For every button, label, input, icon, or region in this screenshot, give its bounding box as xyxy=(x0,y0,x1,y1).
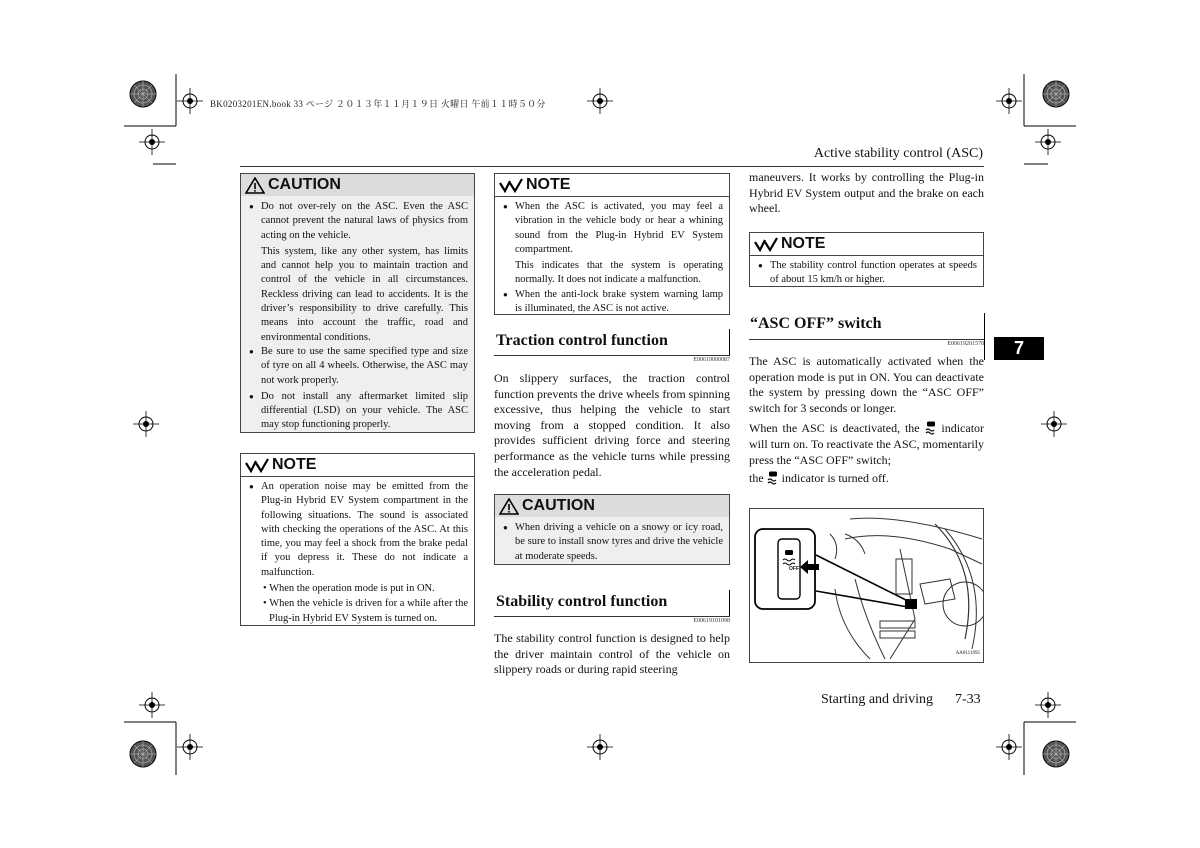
traction-heading-vline xyxy=(729,329,730,355)
asc-off-para3: the indicator is turned off. xyxy=(749,471,889,486)
caution-box-middle xyxy=(494,494,730,565)
stability-code: E00619101098 xyxy=(693,618,730,624)
note-title: NOTE xyxy=(750,233,983,256)
traction-heading-rule xyxy=(494,355,730,356)
note-box-middle xyxy=(494,173,730,315)
note-check-icon xyxy=(245,457,269,473)
note-item-sub: This indicates that the system is operating normally. It does not indicate a malfunction. xyxy=(515,260,723,286)
caution-item: ● Do not over-rely on the ASC. Even the ASC cannot prevent the natural laws of physics from acting on the vehicle. xyxy=(249,200,468,243)
chapter-tab: 7 xyxy=(994,337,1044,360)
note-subitem: • When the vehicle is driven for a while after the Plug-in Hybrid EV System is turned on. xyxy=(263,598,468,624)
figure-code: AA0111995 xyxy=(955,651,980,656)
caution-item-sub: This system, like any other system, has limits and cannot help you to maintain traction and control of the vehicle in all circumstances. Reckless driving can lead to accidents. It is the driver’s responsibility to drive carefully. This means into account the traffic, road and environmental conditions. xyxy=(261,245,468,343)
asc-off-para2: When the ASC is deactivated, the indicator will turn on. To reactivate the ASC, momentarily press the “ASC OFF” switch; xyxy=(749,421,985,467)
caution-item: ● When driving a vehicle on a snowy or icy road, be sure to install snow tyres and drive the vehicle at moderate speeds. xyxy=(503,521,723,564)
traction-heading: Traction control function xyxy=(496,332,668,349)
stability-body-continued: maneuvers. It works by controlling the Plug-in Hybrid EV System output and the brake on each wheel. xyxy=(749,170,984,216)
traction-code: E00619000087 xyxy=(693,357,730,363)
note-item: ● When the ASC is activated, you may feel a vibration in the vehicle body or hear a whining sound from the Plug-in Hybrid EV System compartment. xyxy=(503,200,723,257)
note-item: ● An operation noise may be emitted from the Plug-in Hybrid EV System compartment in the following situations. The sound is associated with checking the operations of the ASC. At this time, you may feel a shock from the brake pedal if you depress it. These do not indicate a malfunction. xyxy=(249,480,468,580)
note-title: NOTE xyxy=(241,454,474,477)
caution-title: CAUTION xyxy=(495,495,729,517)
asc-off-para1: The ASC is automatically activated when the operation mode is put in ON. You can deactivate the system by pressing down the “ASC OFF” switch for 3 seconds or longer. xyxy=(749,354,984,415)
caution-body xyxy=(249,200,468,435)
switch-off-label: OFF xyxy=(789,566,799,572)
footer-section: Starting and driving xyxy=(821,692,933,707)
asc-off-heading-rule xyxy=(749,339,984,340)
asc-off-heading: “ASC OFF” switch xyxy=(750,315,882,332)
stability-heading-rule xyxy=(494,616,730,617)
warning-triangle-icon xyxy=(245,177,265,194)
note-subitem: • When the operation mode is put in ON. xyxy=(263,583,435,595)
caution-box-left xyxy=(240,173,475,433)
asc-off-body xyxy=(749,354,984,487)
stability-heading: Stability control function xyxy=(496,593,668,610)
note-check-icon xyxy=(499,177,523,193)
asc-indicator-icon xyxy=(925,421,937,435)
caution-body xyxy=(503,521,723,566)
asc-indicator-icon xyxy=(767,471,779,485)
note-body xyxy=(503,200,723,318)
section-header: Active stability control (ASC) xyxy=(813,146,983,161)
note-body xyxy=(758,259,977,290)
print-header: BK0203201EN.book 33 ページ ２０１３年１１月１９日 火曜日 午前１１時５０分 xyxy=(210,99,546,109)
stability-body: The stability control function is designed to help the driver maintain control of the vehicle on slippery roads or during rapid steering xyxy=(494,631,730,677)
note-body xyxy=(249,480,468,627)
header-rule xyxy=(240,166,984,167)
note-check-icon xyxy=(754,236,778,252)
page-number: 7-33 xyxy=(955,692,981,707)
note-title: NOTE xyxy=(495,174,729,197)
caution-item: ● Be sure to use the same specified type and size of tyre on all 4 wheels. Otherwise, the ASC may not work properly. xyxy=(249,345,468,388)
caution-item: ● Do not install any aftermarket limited slip differential (LSD) on your vehicle. The ASC may stop functioning properly. xyxy=(249,390,468,433)
dashboard-illustration xyxy=(750,509,983,662)
asc-off-code: E00619201578 xyxy=(947,341,984,347)
chapter-tab-line xyxy=(984,313,985,360)
asc-switch-figure xyxy=(749,508,984,663)
caution-title: CAUTION xyxy=(241,174,474,196)
note-item: ● The stability control function operates at speeds of about 15 km/h or higher. xyxy=(758,259,977,288)
note-item: ● When the anti-lock brake system warning lamp is illuminated, the ASC is not active. xyxy=(503,288,723,317)
warning-triangle-icon xyxy=(499,498,519,515)
traction-body: On slippery surfaces, the traction control function prevents the drive wheels from spinning excessive, thus helping the vehicle to start moving from a stopped condition. It also provides sufficient driving force and steering performance as the vehicle turns while pressing the acceleration pedal. xyxy=(494,371,730,479)
note-box-right xyxy=(749,232,984,287)
note-box-left xyxy=(240,453,475,626)
stability-heading-vline xyxy=(729,590,730,616)
